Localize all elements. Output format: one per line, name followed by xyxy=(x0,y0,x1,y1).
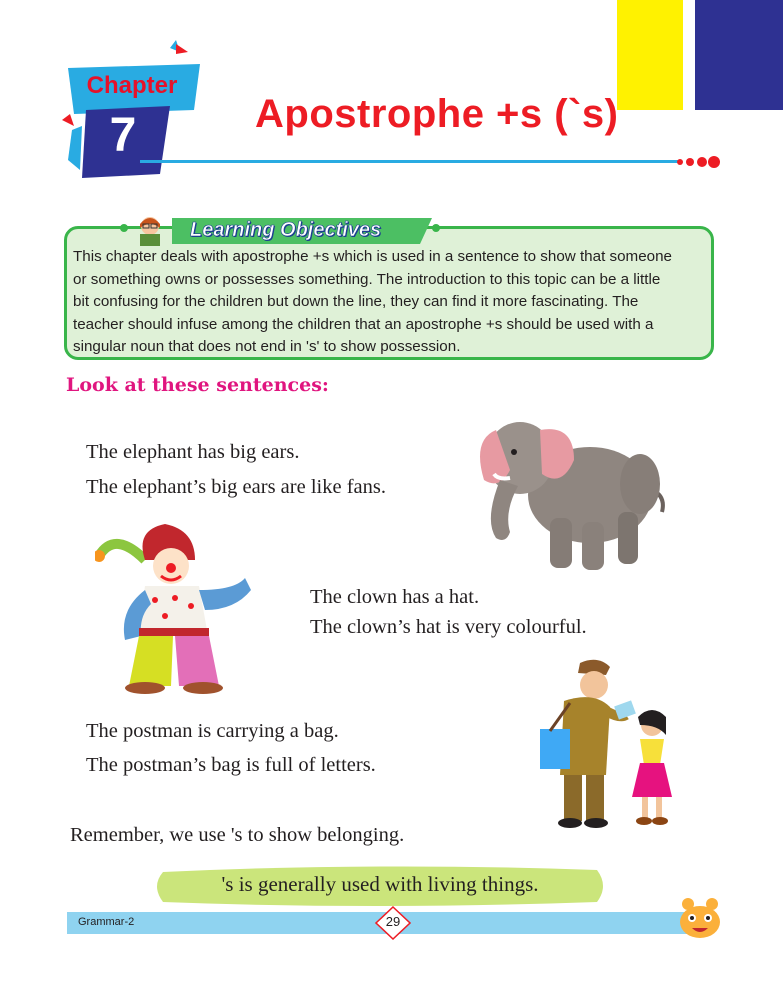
learning-objectives-heading: Learning Objectives xyxy=(190,219,382,241)
sentence-elephant-1: The elephant has big ears. xyxy=(86,441,300,463)
title-underline xyxy=(140,160,680,163)
chapter-label: Chapter xyxy=(86,72,178,99)
sentence-clown-1: The clown has a hat. xyxy=(310,586,480,608)
chapter-number: 7 xyxy=(109,109,137,162)
page-title: Apostrophe +s (`s) xyxy=(255,92,619,136)
corner-navy-bar xyxy=(695,0,783,110)
clown-illustration xyxy=(95,520,275,695)
sentence-postman-2: The postman’s bag is full of letters. xyxy=(86,754,376,776)
sentence-remember: Remember, we use 's to show belonging. xyxy=(70,824,405,846)
sentence-elephant-2: The elephant’s big ears are like fans. xyxy=(86,476,386,498)
look-heading: Look at these sentences: xyxy=(66,374,329,396)
lo-line: bit confusing for the children but down the line, they can find it more fascinating. The xyxy=(73,293,639,310)
title-dots xyxy=(676,152,726,172)
footer-book-title: Grammar-2 xyxy=(78,916,135,928)
postman-illustration xyxy=(510,655,685,835)
mascot-icon xyxy=(676,896,724,940)
note-text: 's is generally used with living things. xyxy=(221,872,539,896)
teacher-icon xyxy=(140,217,160,246)
lo-line: This chapter deals with apostrophe +s which is used in a sentence to show that someone xyxy=(73,248,672,265)
lo-line: teacher should infuse among the children that an apostrophe +s should be used with a xyxy=(73,315,654,333)
lo-line: or something owns or possesses something. The introduction to this topic can be a little xyxy=(73,270,661,288)
elephant-illustration xyxy=(470,400,670,580)
sentence-clown-2: The clown’s hat is very colourful. xyxy=(310,616,587,638)
lo-line: singular noun that does not end in 's' to show possession. xyxy=(73,338,461,355)
page-number: 29 xyxy=(385,914,401,929)
learning-objectives-text xyxy=(73,246,711,359)
corner-yellow-bar xyxy=(617,0,683,110)
sentence-postman-1: The postman is carrying a bag. xyxy=(86,720,339,742)
